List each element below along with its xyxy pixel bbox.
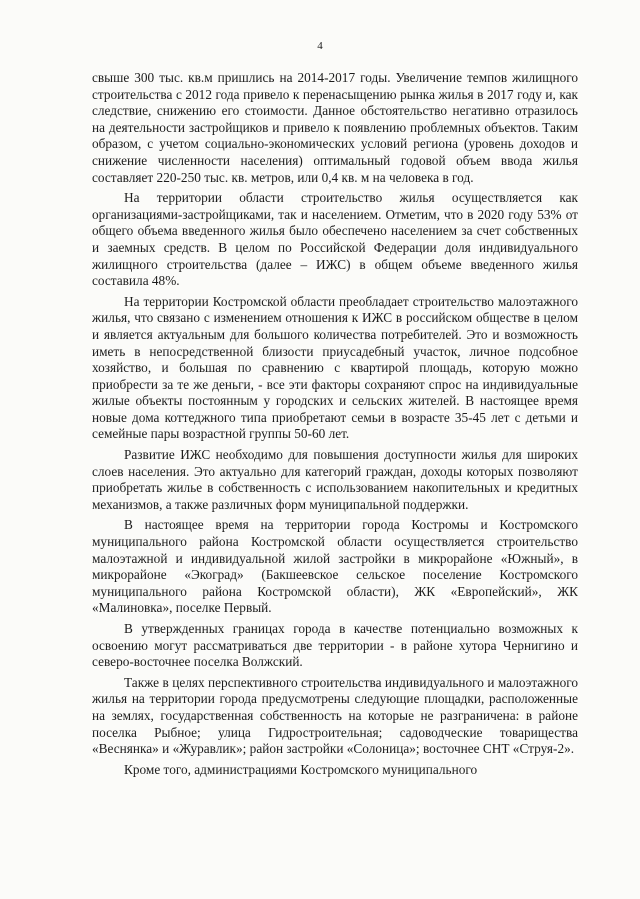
paragraph-prospective-sites: Также в целях перспективного строительства индивидуального и малоэтажного жилья на территории города предусмотрены следующие площадки, расположенные на землях, государственная собственность на которые не разграничена: в районе поселка Рыбное; улица Гидростроительная; садоводческие товарищества «Веснянка» и «Журавлик»; район застройки «Солоница»; восточнее СНТ «Струя-2». [92, 674, 578, 757]
page-number: 4 [317, 40, 323, 52]
paragraph-current-construction: В настоящее время на территории города Костромы и Костромского муниципального района Костромской области осуществляется строительство малоэтажной и индивидуальной жилой застройки в микрорайоне «Южный», в микрорайоне «Экоград» (Бакшеевское сельское поселение Костромского муниципального района Костромской области), ЖК «Европейский», ЖК «Малиновка», поселке Первый. [92, 517, 578, 616]
paragraph-closing-line: Кроме того, администрациями Костромского муниципального [124, 761, 478, 777]
paragraph-izhs-development: Развитие ИЖС необходимо для повышения доступности жилья для широких слоев населения. Это актуально для категорий граждан, доходы которых позволяют приобретать жилье в собственность с использованием накопительных и кредитных механизмов, а также различных форм муниципальной поддержки. [92, 447, 578, 512]
document-body [92, 70, 578, 782]
paragraph-city-boundaries: В утвержденных границах города в качестве потенциально возможных к освоению могут рассматриваться две территории - в районе хутора Чернигино и северо-восточнее поселка Волжский. [92, 621, 578, 670]
paragraph-low-rise-housing: На территории Костромской области преобладает строительство малоэтажного жилья, что связано с изменением отношения к ИЖС в российском обществе в целом и является актуальным для большого количества потребителей. Это и возможность иметь в непосредственной близости приусадебный участок, личное подсобное хозяйство, и большая по сравнению с квартирой площадь, которую можно приобрести за те же деньги, - все эти факторы сохраняют спрос на индивидуальные жилые объекты постоянным у городских и сельских жителей. В настоящее время новые дома коттеджного типа приобретают семьи в возрасте 35-45 лет с детьми и семейные пары возрастной группы 50-60 лет. [92, 293, 578, 442]
paragraph-continuation: свыше 300 тыс. кв.м пришлись на 2014-2017 годы. Увеличение темпов жилищного строительства с 2012 года привело к перенасыщению рынка жилья в 2017 году и, как следствие, снижению его стоимости. Данное обстоятельство негативно отразилось на деятельности застройщиков и привело к появлению проблемных объектов. Таким образом, с учетом социально-экономических условий региона (уровень доходов и снижение численности населения) оптимальный годовой объем ввода жилья составляет 220-250 тыс. кв. метров, или 0,4 кв. м на человека в год. [92, 70, 578, 185]
paragraph-housing-construction: На территории области строительство жилья осуществляется как организациями-застройщиками, так и населением. Отметим, что в 2020 году 53% от общего объема введенного жилья было обеспечено населением за счет собственных и заемных средств. В целом по Российской Федерации доля индивидуального жилищного строительства (далее – ИЖС) в общем объеме введенного жилья составила 48%. [92, 190, 578, 289]
